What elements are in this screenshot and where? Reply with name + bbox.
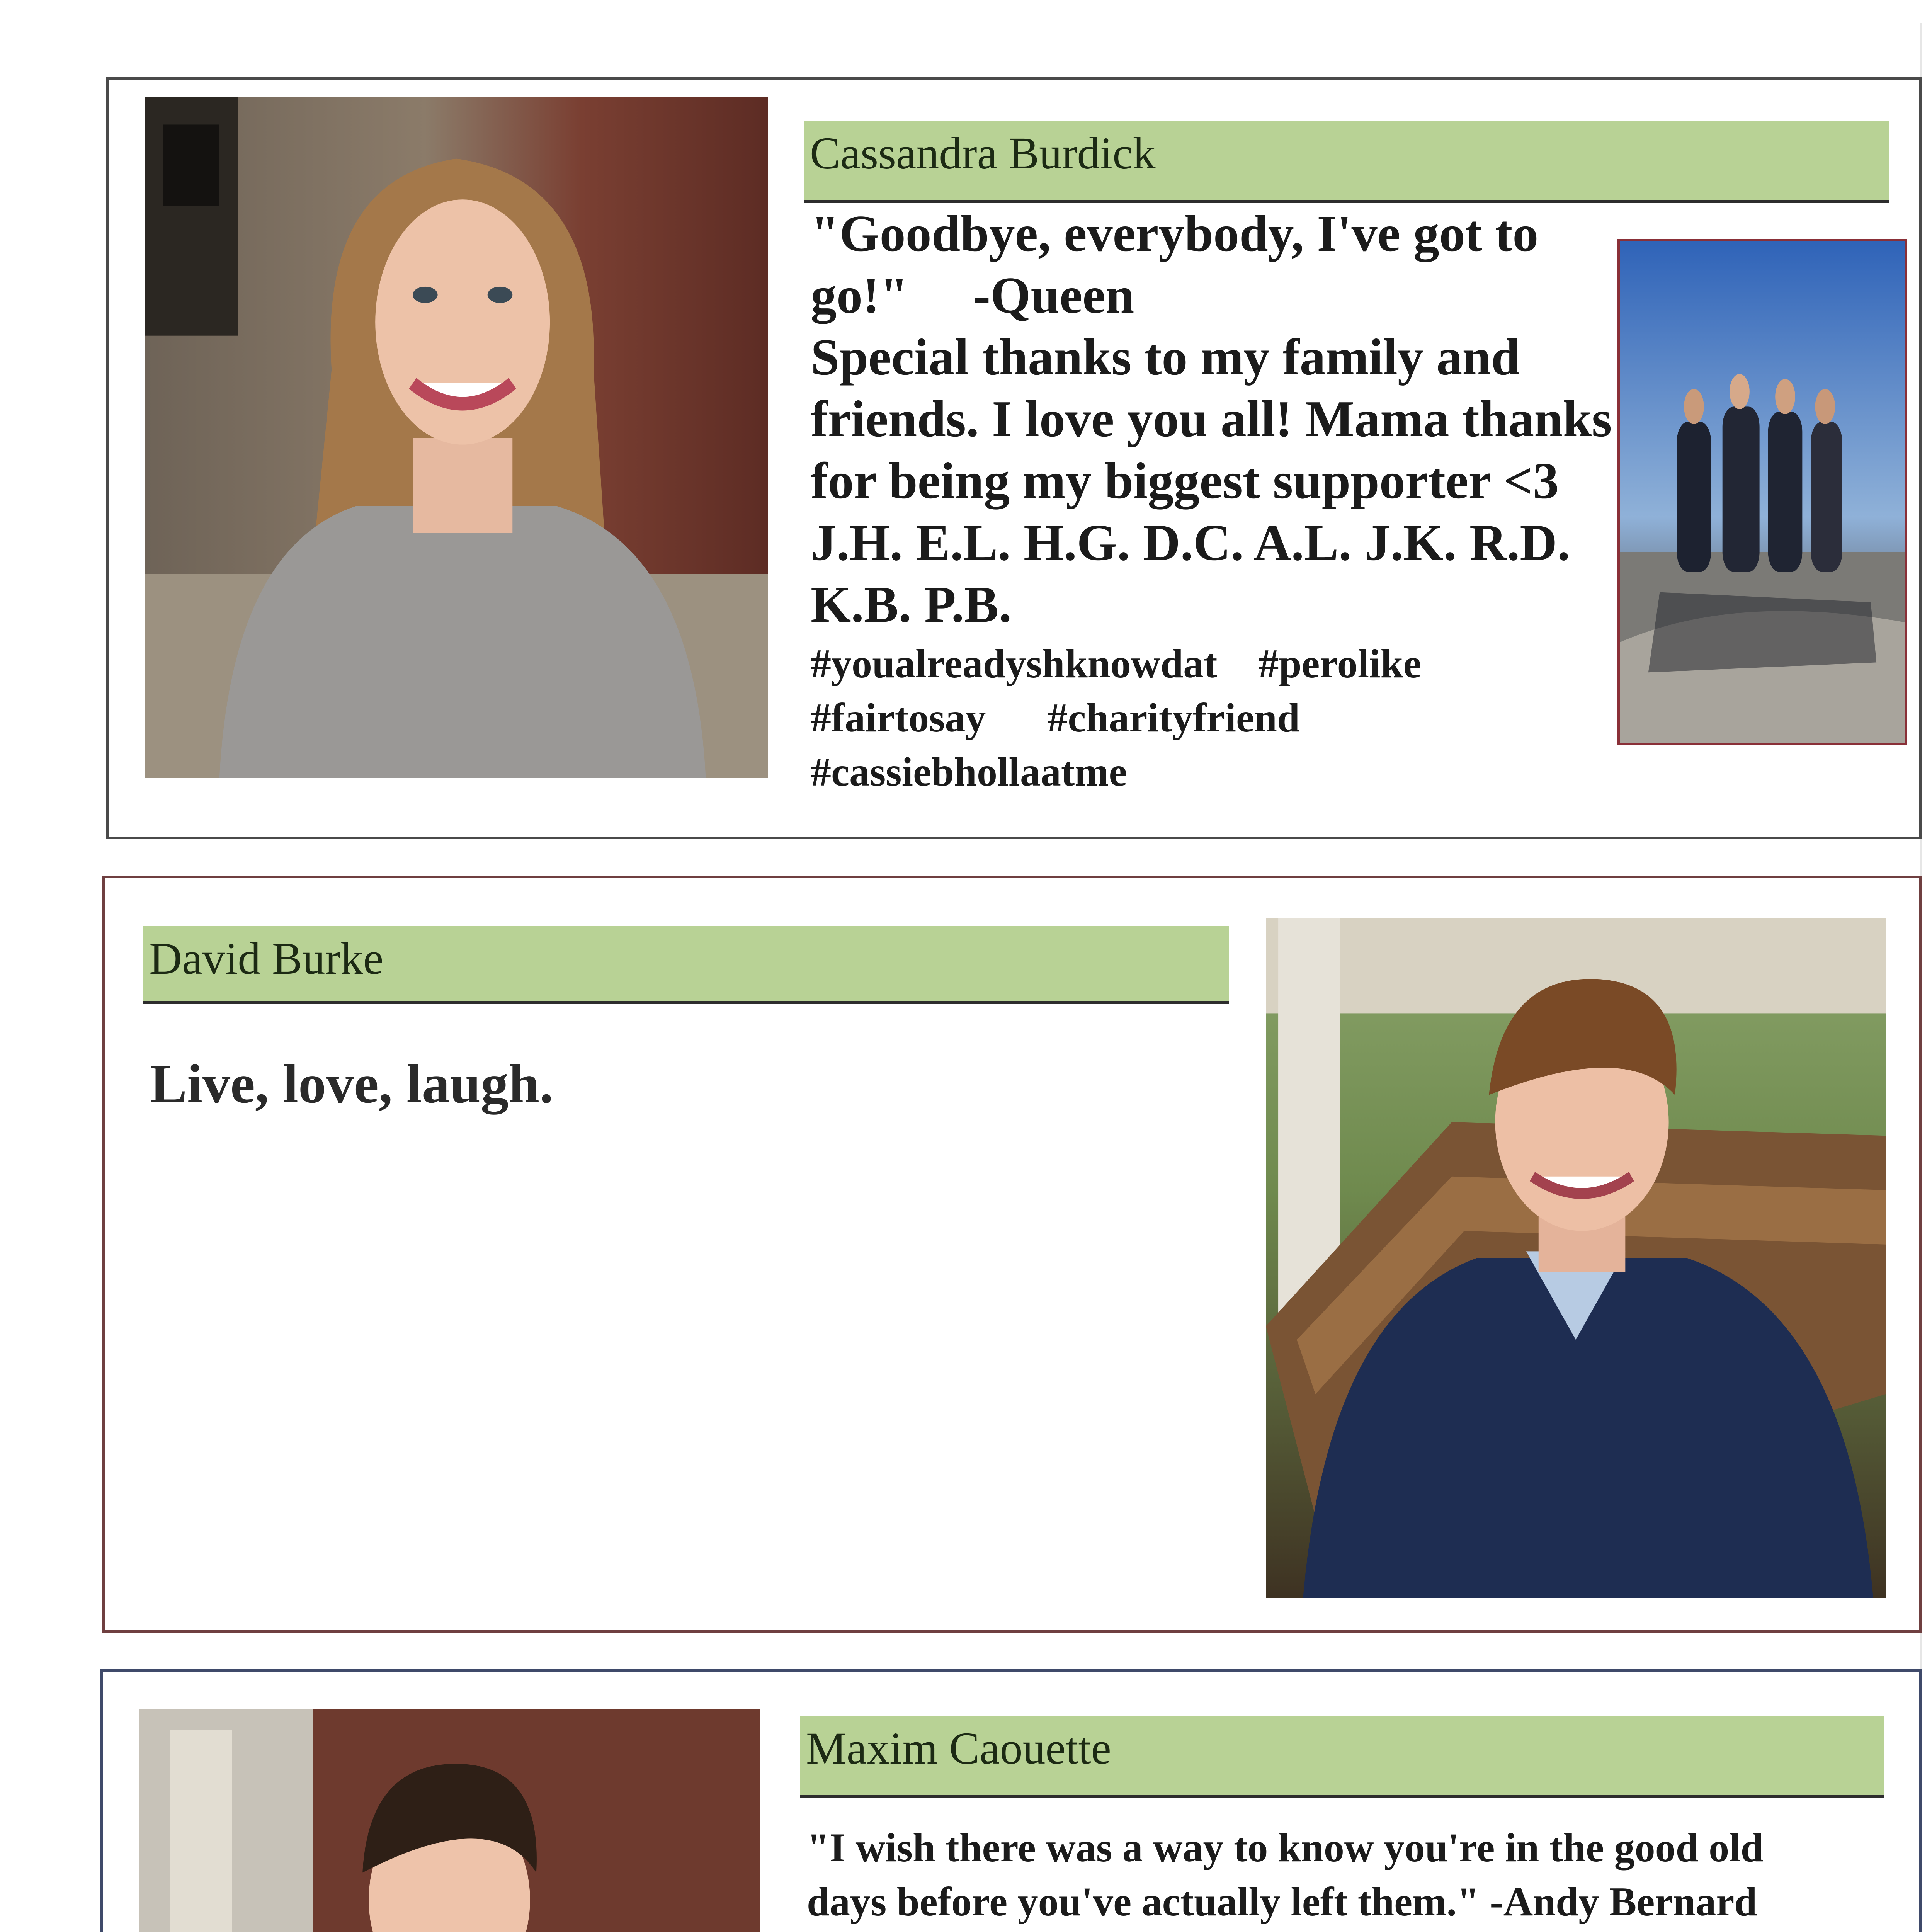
hashtag-line: #cassiebhollaatme — [811, 749, 1127, 794]
quote-line: go!" -Queen — [811, 267, 1134, 324]
quote-line: days before you've actually left them." -Andy Bernard — [807, 1879, 1757, 1924]
hashtag-line: #fairtosay #charityfriend — [811, 695, 1300, 740]
snapshot-photo-cassandra — [1617, 239, 1907, 745]
student-name: Maxim Caouette — [806, 1723, 1111, 1774]
quote-line: Special thanks to my family and — [811, 328, 1520, 386]
hashtag-line: #youalreadyshknowdat #perolike — [811, 641, 1422, 686]
quote-line: J.H. E.L. H.G. D.C. A.L. J.K. R.D. — [811, 514, 1570, 571]
student-name-bar — [804, 121, 1889, 203]
portrait-photo-cassandra — [145, 97, 768, 778]
quote-line: "Goodbye, everybody, I've got to — [811, 205, 1539, 262]
quote-line: "I wish there was a way to know you're in the good old — [807, 1825, 1764, 1870]
senior-quote-block — [811, 202, 1630, 635]
student-name: Cassandra Burdick — [810, 128, 1156, 179]
quote-line: friends. I love you all! Mama thanks — [811, 390, 1612, 447]
student-name-bar — [143, 926, 1229, 1004]
portrait-photo-david — [1266, 918, 1886, 1598]
senior-quote-block — [807, 1821, 1908, 1929]
quote-line: Live, love, laugh. — [150, 1053, 554, 1115]
senior-quote-block — [150, 1049, 1077, 1119]
student-name-bar — [800, 1716, 1884, 1798]
hashtag-block — [811, 637, 1583, 799]
student-name: David Burke — [149, 933, 384, 984]
portrait-photo-maxim — [139, 1709, 760, 1932]
quote-line: for being my biggest supporter <3 — [811, 452, 1559, 509]
quote-line: K.B. P.B. — [811, 576, 1012, 633]
